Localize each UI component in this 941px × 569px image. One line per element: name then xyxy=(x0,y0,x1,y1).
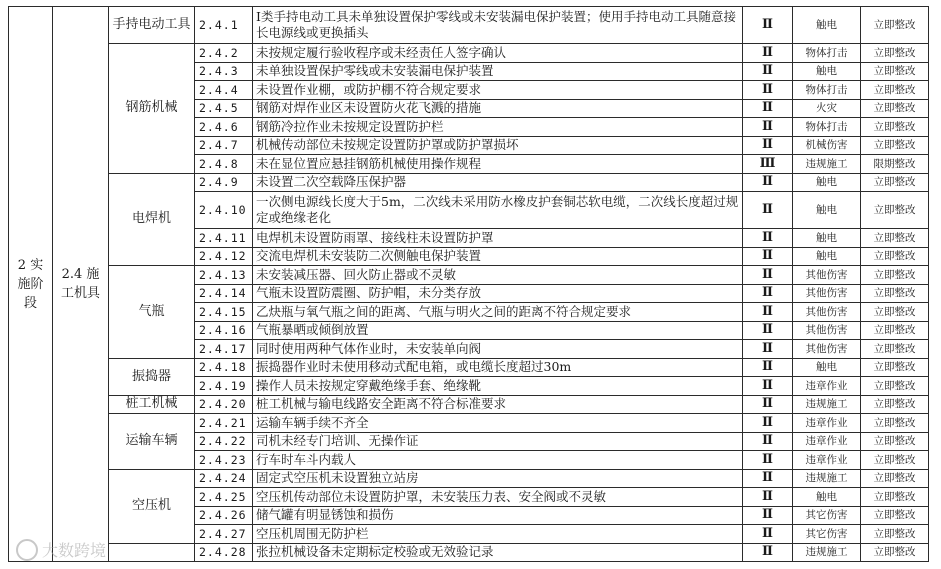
equipment-cell: 钢筋机械 xyxy=(109,44,195,174)
code-cell: 2.4.23 xyxy=(195,451,253,470)
action-cell: 立即整改 xyxy=(861,284,929,303)
description-cell: 桩工机械与输电线路安全距离不符合标准要求 xyxy=(253,395,743,414)
code-cell: 2.4.28 xyxy=(195,543,253,562)
hazard-table xyxy=(8,6,929,562)
action-cell: 立即整改 xyxy=(861,395,929,414)
level-cell: Ⅱ xyxy=(743,451,793,470)
level-cell: Ⅱ xyxy=(743,81,793,100)
description-cell: 行车时车斗内载人 xyxy=(253,451,743,470)
accident-type-cell: 触电 xyxy=(793,247,861,266)
description-cell: 司机未经专门培训、无操作证 xyxy=(253,432,743,451)
accident-type-cell: 其他伤害 xyxy=(793,321,861,340)
accident-type-cell: 触电 xyxy=(793,62,861,81)
stage-cell: 2 实施阶段 xyxy=(9,7,53,562)
code-cell: 2.4.13 xyxy=(195,266,253,285)
action-cell: 立即整改 xyxy=(861,62,929,81)
table-row xyxy=(9,7,929,44)
accident-type-cell: 违章作业 xyxy=(793,414,861,433)
level-cell: Ⅱ xyxy=(743,44,793,63)
description-cell: 机械传动部位未按规定设置防护罩或防护罩损坏 xyxy=(253,136,743,155)
description-cell: 未设置作业棚，或防护棚不符合规定要求 xyxy=(253,81,743,100)
action-cell: 立即整改 xyxy=(861,340,929,359)
action-cell: 立即整改 xyxy=(861,358,929,377)
description-cell: 钢筋冷拉作业未按规定设置防护栏 xyxy=(253,118,743,137)
description-cell: 储气罐有明显锈蚀和损伤 xyxy=(253,506,743,525)
level-cell: Ⅱ xyxy=(743,525,793,544)
code-cell: 2.4.8 xyxy=(195,155,253,174)
description-cell: Ⅰ类手持电动工具未单独设置保护零线或未安装漏电保护装置；使用手持电动工具随意接长电源线或更换插头 xyxy=(253,7,743,44)
level-cell: Ⅱ xyxy=(743,469,793,488)
code-cell: 2.4.21 xyxy=(195,414,253,433)
accident-type-cell: 触电 xyxy=(793,229,861,248)
code-cell: 2.4.5 xyxy=(195,99,253,118)
level-cell: Ⅱ xyxy=(743,414,793,433)
accident-type-cell: 其它伤害 xyxy=(793,506,861,525)
accident-type-cell: 物体打击 xyxy=(793,81,861,100)
level-cell: Ⅱ xyxy=(743,118,793,137)
accident-type-cell: 其它伤害 xyxy=(793,525,861,544)
code-cell: 2.4.18 xyxy=(195,358,253,377)
action-cell: 立即整改 xyxy=(861,469,929,488)
level-cell: Ⅱ xyxy=(743,303,793,322)
code-cell: 2.4.2 xyxy=(195,44,253,63)
accident-type-cell: 机械伤害 xyxy=(793,136,861,155)
action-cell: 立即整改 xyxy=(861,99,929,118)
code-cell: 2.4.4 xyxy=(195,81,253,100)
level-cell: Ⅱ xyxy=(743,7,793,44)
code-cell: 2.4.16 xyxy=(195,321,253,340)
code-cell: 2.4.14 xyxy=(195,284,253,303)
accident-type-cell: 其他伤害 xyxy=(793,303,861,322)
action-cell: 立即整改 xyxy=(861,118,929,137)
table-row xyxy=(9,358,929,377)
description-cell: 钢筋对焊作业区未设置防火花飞溅的措施 xyxy=(253,99,743,118)
accident-type-cell: 物体打击 xyxy=(793,118,861,137)
table-row xyxy=(9,414,929,433)
equipment-cell: 电焊机 xyxy=(109,173,195,266)
description-cell: 未单独设置保护零线或未安装漏电保护装置 xyxy=(253,62,743,81)
code-cell: 2.4.25 xyxy=(195,488,253,507)
description-cell: 未安装减压器、回火防止器或不灵敏 xyxy=(253,266,743,285)
accident-type-cell: 违规施工 xyxy=(793,155,861,174)
description-cell: 未在显位置应悬挂钢筋机械使用操作规程 xyxy=(253,155,743,174)
description-cell: 未按规定履行验收程序或未经责任人签字确认 xyxy=(253,44,743,63)
action-cell: 立即整改 xyxy=(861,173,929,192)
level-cell: Ⅱ xyxy=(743,229,793,248)
level-cell: Ⅱ xyxy=(743,377,793,396)
description-cell: 同时使用两种气体作业时，未安装单向阀 xyxy=(253,340,743,359)
action-cell: 立即整改 xyxy=(861,81,929,100)
action-cell: 立即整改 xyxy=(861,247,929,266)
level-cell: Ⅱ xyxy=(743,173,793,192)
level-cell: Ⅱ xyxy=(743,266,793,285)
code-cell: 2.4.19 xyxy=(195,377,253,396)
action-cell: 立即整改 xyxy=(861,451,929,470)
table-row xyxy=(9,543,929,562)
code-cell: 2.4.15 xyxy=(195,303,253,322)
accident-type-cell: 其他伤害 xyxy=(793,284,861,303)
code-cell: 2.4.6 xyxy=(195,118,253,137)
action-cell: 立即整改 xyxy=(861,432,929,451)
description-cell: 气瓶未设置防震圈、防护帽，未分类存放 xyxy=(253,284,743,303)
equipment-cell: 气瓶 xyxy=(109,266,195,359)
code-cell: 2.4.22 xyxy=(195,432,253,451)
description-cell: 张拉机械设备未定期标定校验或无效验记录 xyxy=(253,543,743,562)
action-cell: 立即整改 xyxy=(861,506,929,525)
table-row xyxy=(9,173,929,192)
level-cell: Ⅱ xyxy=(743,321,793,340)
description-cell: 空压机周围无防护栏 xyxy=(253,525,743,544)
description-cell: 操作人员未按规定穿戴绝缘手套、绝缘靴 xyxy=(253,377,743,396)
accident-type-cell: 触电 xyxy=(793,358,861,377)
equipment-cell: 桩工机械 xyxy=(109,395,195,414)
accident-type-cell: 触电 xyxy=(793,488,861,507)
accident-type-cell: 违规施工 xyxy=(793,543,861,562)
level-cell: Ⅱ xyxy=(743,99,793,118)
code-cell: 2.4.11 xyxy=(195,229,253,248)
level-cell: Ⅱ xyxy=(743,247,793,266)
action-cell: 立即整改 xyxy=(861,377,929,396)
equipment-cell: 运输车辆 xyxy=(109,414,195,470)
description-cell: 气瓶暴晒或倾倒放置 xyxy=(253,321,743,340)
accident-type-cell: 触电 xyxy=(793,7,861,44)
equipment-cell xyxy=(109,543,195,562)
action-cell: 立即整改 xyxy=(861,266,929,285)
description-cell: 电焊机未设置防雨罩、接线柱未设置防护罩 xyxy=(253,229,743,248)
section-cell: 2.4 施工机具 xyxy=(53,7,109,562)
code-cell: 2.4.12 xyxy=(195,247,253,266)
code-cell: 2.4.17 xyxy=(195,340,253,359)
watermark-text: 大数跨境 xyxy=(42,541,107,560)
watermark xyxy=(16,538,106,561)
code-cell: 2.4.10 xyxy=(195,192,253,229)
action-cell: 限期整改 xyxy=(861,155,929,174)
description-cell: 交流电焊机未安装防二次侧触电保护装置 xyxy=(253,247,743,266)
table-row xyxy=(9,395,929,414)
description-cell: 固定式空压机未设置独立站房 xyxy=(253,469,743,488)
accident-type-cell: 火灾 xyxy=(793,99,861,118)
action-cell: 立即整改 xyxy=(861,229,929,248)
equipment-cell: 空压机 xyxy=(109,469,195,543)
table-row xyxy=(9,44,929,63)
code-cell: 2.4.7 xyxy=(195,136,253,155)
hazard-table-container xyxy=(8,6,929,562)
level-cell: Ⅱ xyxy=(743,395,793,414)
accident-type-cell: 其他伤害 xyxy=(793,266,861,285)
description-cell: 运输车辆手续不齐全 xyxy=(253,414,743,433)
table-row xyxy=(9,469,929,488)
action-cell: 立即整改 xyxy=(861,192,929,229)
equipment-cell: 振捣器 xyxy=(109,358,195,395)
level-cell: Ⅱ xyxy=(743,506,793,525)
level-cell: Ⅱ xyxy=(743,136,793,155)
code-cell: 2.4.3 xyxy=(195,62,253,81)
level-cell: Ⅲ xyxy=(743,155,793,174)
code-cell: 2.4.9 xyxy=(195,173,253,192)
action-cell: 立即整改 xyxy=(861,136,929,155)
action-cell: 立即整改 xyxy=(861,488,929,507)
code-cell: 2.4.24 xyxy=(195,469,253,488)
accident-type-cell: 违章作业 xyxy=(793,377,861,396)
level-cell: Ⅱ xyxy=(743,340,793,359)
code-cell: 2.4.27 xyxy=(195,525,253,544)
description-cell: 未设置二次空载降压保护器 xyxy=(253,173,743,192)
code-cell: 2.4.26 xyxy=(195,506,253,525)
accident-type-cell: 违规施工 xyxy=(793,469,861,488)
description-cell: 振捣器作业时未使用移动式配电箱，或电缆长度超过30m xyxy=(253,358,743,377)
level-cell: Ⅱ xyxy=(743,284,793,303)
accident-type-cell: 触电 xyxy=(793,192,861,229)
code-cell: 2.4.20 xyxy=(195,395,253,414)
level-cell: Ⅱ xyxy=(743,543,793,562)
level-cell: Ⅱ xyxy=(743,358,793,377)
action-cell: 立即整改 xyxy=(861,321,929,340)
code-cell: 2.4.1 xyxy=(195,7,253,44)
description-cell: 空压机传动部位未设置防护罩，未安装压力表、安全阀或不灵敏 xyxy=(253,488,743,507)
level-cell: Ⅱ xyxy=(743,432,793,451)
level-cell: Ⅱ xyxy=(743,488,793,507)
accident-type-cell: 触电 xyxy=(793,173,861,192)
hazard-table-body xyxy=(9,7,929,562)
wechat-logo-icon xyxy=(16,539,38,561)
table-row xyxy=(9,266,929,285)
action-cell: 立即整改 xyxy=(861,414,929,433)
description-cell: 乙炔瓶与氧气瓶之间的距离、气瓶与明火之间的距离不符合规定要求 xyxy=(253,303,743,322)
equipment-cell: 手持电动工具 xyxy=(109,7,195,44)
accident-type-cell: 违规施工 xyxy=(793,395,861,414)
accident-type-cell: 其他伤害 xyxy=(793,340,861,359)
level-cell: Ⅱ xyxy=(743,192,793,229)
accident-type-cell: 物体打击 xyxy=(793,44,861,63)
accident-type-cell: 违章作业 xyxy=(793,451,861,470)
level-cell: Ⅱ xyxy=(743,62,793,81)
action-cell: 立即整改 xyxy=(861,44,929,63)
action-cell: 立即整改 xyxy=(861,303,929,322)
action-cell: 立即整改 xyxy=(861,543,929,562)
description-cell: 一次侧电源线长度大于5m，二次线未采用防水橡皮护套铜芯软电缆，二次线长度超过规定或绝缘老化 xyxy=(253,192,743,229)
action-cell: 立即整改 xyxy=(861,525,929,544)
action-cell: 立即整改 xyxy=(861,7,929,44)
accident-type-cell: 违章作业 xyxy=(793,432,861,451)
